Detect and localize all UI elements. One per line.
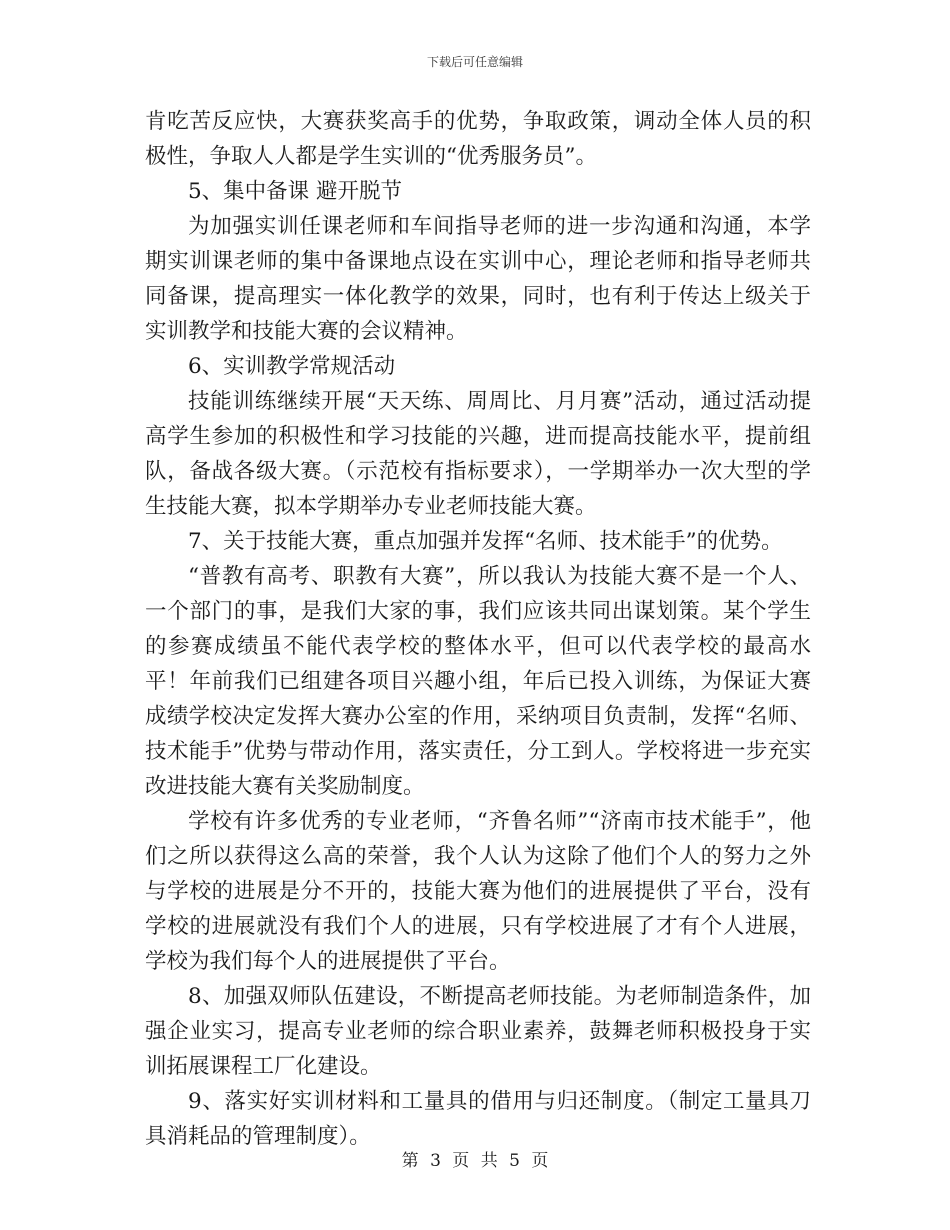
page-header: 下载后可任意编辑 xyxy=(426,55,523,69)
paragraph: 9、落实好实训材料和工量具的借用与归还制度。（制定工量具刀具消耗品的管理制度）。 xyxy=(145,1089,811,1149)
section-heading: 5、集中备课 避开脱节 xyxy=(188,179,403,204)
section-heading: 6、实训教学常规活动 xyxy=(188,354,396,379)
paragraph: 8、加强双师队伍建设，不断提高老师技能。为老师制造条件，加强企业实习，提高专业老师的综合职业素养，鼓舞老师积极投身于实训拓展课程工厂化建设。 xyxy=(145,984,811,1079)
paragraph: 肯吃苦反应快，大赛获奖高手的优势，争取政策，调动全体人员的积极性，争取人人都是学生实训的“优秀服务员”。 xyxy=(145,109,811,169)
paragraph: 技能训练继续开展“天天练、周周比、月月赛”活动，通过活动提高学生参加的积极性和学习技能的兴趣，进而提高技能水平，提前组队，备战各级大赛。（示范校有指标要求），一学期举办一次大型的学生技能大赛，拟本学期举办专业老师技能大赛。 xyxy=(145,389,811,519)
paragraph: 为加强实训任课老师和车间指导老师的进一步沟通和沟通，本学期实训课老师的集中备课地点设在实训中心，理论老师和指导老师共同备课，提高理实一体化教学的效果，同时，也有利于传达上级关于实训教学和技能大赛的会议精神。 xyxy=(145,214,811,344)
paragraph: 学校有许多优秀的专业老师，“齐鲁名师”“济南市技术能手”，他们之所以获得这么高的荣誉，我个人认为这除了他们个人的努力之外与学校的进展是分不开的，技能大赛为他们的进展提供了平台，没有学校的进展就没有我们个人的进展，只有学校进展了才有个人进展，学校为我们每个人的进展提供了平台。 xyxy=(145,809,811,974)
page-footer: 第 3 页 共 5 页 xyxy=(401,1151,549,1171)
section-heading: 7、关于技能大赛，重点加强并发挥“名师、技术能手”的优势。 xyxy=(188,529,783,554)
paragraph: “普教有高考、职教有大赛”，所以我认为技能大赛不是一个人、一个部门的事，是我们大家的事，我们应该共同出谋划策。某个学生的参赛成绩虽不能代表学校的整体水平，但可以代表学校的最高水平！年前我们已组建各项目兴趣小组，年后已投入训练，为保证大赛成绩学校决定发挥大赛办公室的作用，采纳项目负责制，发挥“名师、技术能手”优势与带动作用，落实责任，分工到人。学校将进一步充实改进技能大赛有关奖励制度。 xyxy=(145,564,811,799)
document-body xyxy=(145,104,811,1154)
